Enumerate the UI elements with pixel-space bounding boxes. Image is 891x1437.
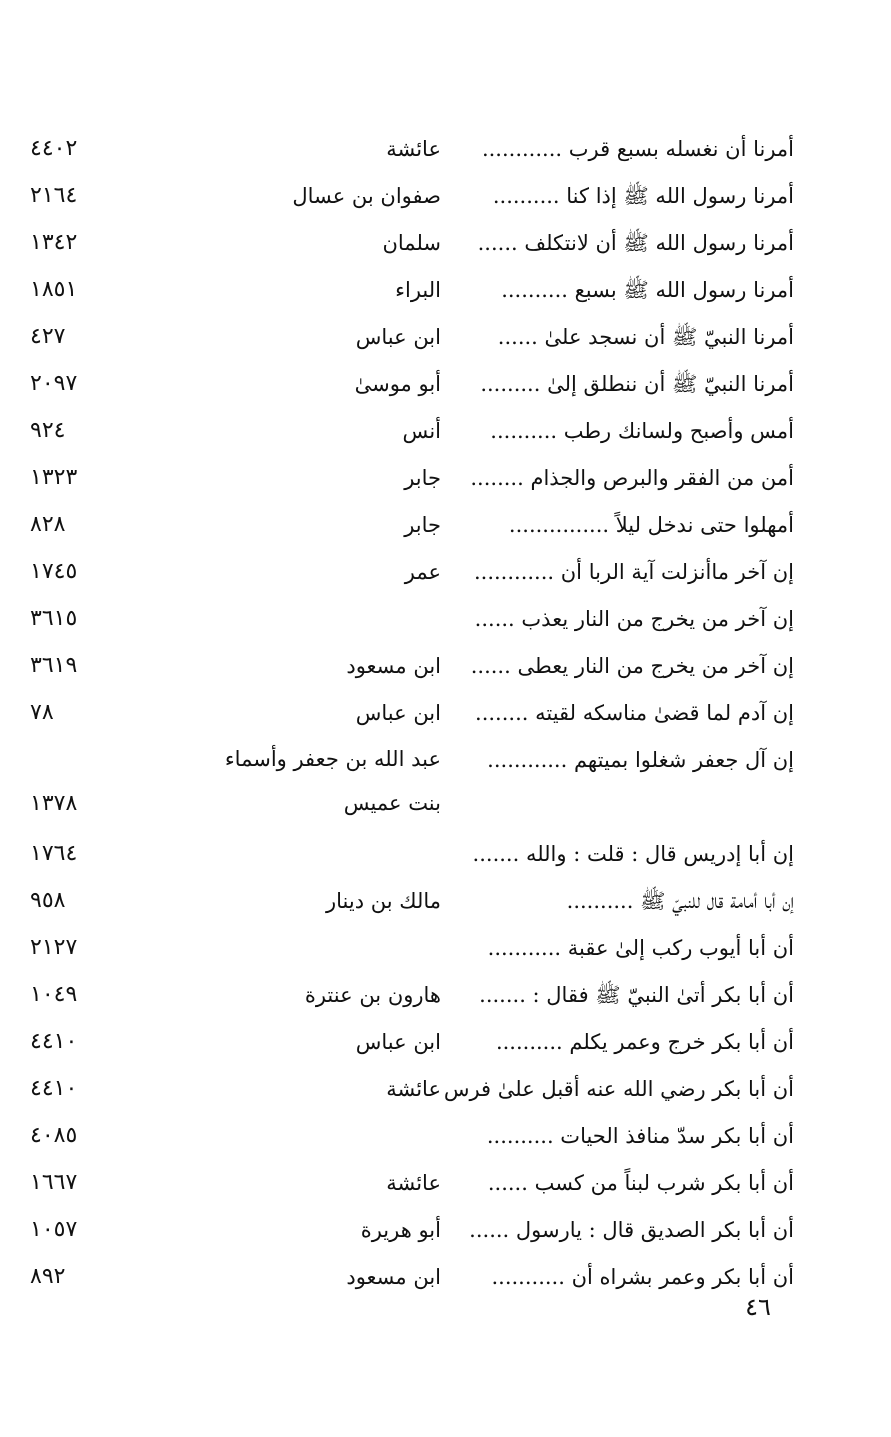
hadith-opening-text: أمرنا رسول الله ﷺ إذا كنا .......... — [492, 184, 794, 208]
index-entry — [0, 596, 891, 642]
index-entry — [0, 925, 891, 971]
hadith-number: ١٨٥١ — [30, 277, 78, 302]
index-entry — [0, 1160, 891, 1206]
hadith-number: ١٧٦٤ — [30, 841, 78, 866]
index-entry — [0, 220, 891, 266]
hadith-opening-text: إن أبا إدريس قال : قلت : والله ....... — [472, 842, 794, 866]
index-entry — [0, 408, 891, 454]
narrator-line: أنس — [402, 419, 441, 443]
narrator-name — [191, 126, 441, 172]
narrator-name — [191, 1160, 441, 1206]
hadith-opening-text: أن أبا بكر رضي الله عنه أقبل علىٰ فرس — [443, 1077, 794, 1101]
hadith-opening-text: أمرنا النبيّ ﷺ أن نسجد علىٰ ...... — [497, 325, 794, 349]
index-entry — [0, 737, 891, 827]
hadith-opening-text: أمهلوا حتى ندخل ليلاً ............... — [508, 513, 794, 537]
hadith-opening-text: إن أبا أمامة قال للنبيّ ﷺ .......... — [566, 889, 794, 913]
narrator-line: البراء — [395, 278, 441, 302]
narrator-line: عائشة — [386, 1171, 441, 1195]
hadith-number: ٩٢٤ — [30, 418, 66, 443]
hadith-opening-text: إن آل جعفر شغلوا بميتهم ............ — [487, 748, 794, 772]
index-entry — [0, 831, 891, 877]
narrator-line: سلمان — [382, 231, 441, 255]
hadith-opening-text: إن آدم لما قضىٰ مناسكه لقيته ........ — [475, 701, 794, 725]
hadith-number: ٢٠٩٧ — [30, 371, 78, 396]
narrator-line: ابن عباس — [355, 1030, 441, 1054]
narrator-line: جابر — [404, 513, 441, 537]
narrator-line: ابن مسعود — [346, 654, 441, 678]
hadith-number: ٢١٦٤ — [30, 183, 78, 208]
hadith-number: ١٦٦٧ — [30, 1170, 78, 1195]
index-entry — [0, 267, 891, 313]
index-entry — [0, 126, 891, 172]
narrator-line: عبد الله بن جعفر وأسماء — [224, 747, 441, 771]
narrator-name — [191, 737, 441, 825]
hadith-opening-text: أن أبا أيوب ركب إلىٰ عقبة ........... — [487, 936, 794, 960]
narrator-name — [191, 1066, 441, 1112]
hadith-number: ٧٨ — [30, 700, 54, 725]
index-entry — [0, 455, 891, 501]
index-entry — [0, 643, 891, 689]
narrator-name — [191, 267, 441, 313]
hadith-number: ١٣٤٢ — [30, 230, 78, 255]
index-entry — [0, 878, 891, 924]
narrator-name — [191, 549, 441, 595]
narrator-line: أبو هريرة — [360, 1218, 441, 1242]
index-entry — [0, 1113, 891, 1159]
narrator-line: ابن عباس — [355, 701, 441, 725]
narrator-line: صفوان بن عسال — [292, 184, 441, 208]
hadith-number: ٨٩٢ — [30, 1264, 66, 1289]
index-entry — [0, 549, 891, 595]
narrator-name — [191, 878, 441, 924]
hadith-number: ٨٢٨ — [30, 512, 66, 537]
hadith-opening-text: أن أبا بكر سدّ منافذ الحيات .......... — [486, 1124, 794, 1148]
narrator-line: عمر — [404, 560, 441, 584]
narrator-name — [191, 173, 441, 219]
hadith-opening-text: أن أبا بكر خرج وعمر يكلم .......... — [495, 1030, 794, 1054]
narrator-name — [191, 1254, 441, 1300]
index-entry — [0, 502, 891, 548]
hadith-opening-text: أن أبا بكر شرب لبناً من كسب ...... — [487, 1171, 794, 1195]
narrator-line: مالك بن دينار — [326, 889, 441, 913]
hadith-opening-text: أن أبا بكر أتىٰ النبيّ ﷺ فقال : ....... — [479, 983, 794, 1007]
narrator-line: هارون بن عنترة — [304, 983, 441, 1007]
hadith-opening-text: أمرنا رسول الله ﷺ أن لانتكلف ...... — [477, 231, 794, 255]
narrator-name — [191, 643, 441, 689]
narrator-line: عائشة — [386, 137, 441, 161]
hadith-opening-text: أمن من الفقر والبرص والجذام ........ — [470, 466, 794, 490]
hadith-number: ١٧٤٥ — [30, 559, 78, 584]
hadith-number: ٤٢٧ — [30, 324, 66, 349]
hadith-number: ٤٤١٠ — [30, 1029, 78, 1054]
page-number: ٤٦ — [745, 1293, 771, 1321]
narrator-name — [191, 972, 441, 1018]
narrator-line: ابن مسعود — [346, 1265, 441, 1289]
hadith-number: ٤٠٨٥ — [30, 1123, 78, 1148]
hadith-opening-text: إن آخر من يخرج من النار يعذب ...... — [474, 607, 794, 631]
narrator-line: جابر — [404, 466, 441, 490]
hadith-number: ٣٦١٥ — [30, 606, 78, 631]
index-entry — [0, 1207, 891, 1253]
hadith-opening-text: إن آخر ماأنزلت آية الربا أن ............ — [473, 560, 794, 584]
narrator-line: ابن عباس — [355, 325, 441, 349]
hadith-opening-text: أمرنا النبيّ ﷺ أن ننطلق إلىٰ ......... — [480, 372, 794, 396]
hadith-number: ١٣٧٨ — [30, 791, 78, 816]
hadith-number: ١٣٢٣ — [30, 465, 78, 490]
narrator-name — [191, 690, 441, 736]
narrator-line: عائشة — [386, 1077, 441, 1101]
hadith-opening-text: أمس وأصبح ولسانك رطب .......... — [490, 419, 794, 443]
hadith-number: ٢١٢٧ — [30, 935, 78, 960]
hadith-opening-text: أن أبا بكر وعمر بشراه أن ........... — [491, 1265, 794, 1289]
narrator-name — [191, 408, 441, 454]
narrator-name — [191, 1019, 441, 1065]
index-entry — [0, 361, 891, 407]
index-entry — [0, 1066, 891, 1112]
hadith-opening-text: أن أبا بكر الصديق قال : يارسول ...... — [469, 1218, 794, 1242]
index-entry — [0, 173, 891, 219]
narrator-line-continued: بنت عميس — [343, 791, 441, 815]
index-entry — [0, 1019, 891, 1065]
hadith-opening-text: أمرنا أن نغسله بسبع قرب ............ — [481, 137, 794, 161]
hadith-number: ٣٦١٩ — [30, 653, 78, 678]
narrator-name — [191, 220, 441, 266]
index-entry — [0, 690, 891, 736]
narrator-line: أبو موسىٰ — [354, 372, 441, 396]
narrator-name — [191, 502, 441, 548]
narrator-name — [191, 314, 441, 360]
hadith-number: ١٠٥٧ — [30, 1217, 78, 1242]
hadith-number: ١٠٤٩ — [30, 982, 78, 1007]
hadith-number: ٤٤١٠ — [30, 1076, 78, 1101]
hadith-number: ٩٥٨ — [30, 888, 66, 913]
hadith-number: ٤٤٠٢ — [30, 136, 78, 161]
narrator-name — [191, 361, 441, 407]
index-entry — [0, 314, 891, 360]
hadith-opening-text: أمرنا رسول الله ﷺ بسبع .......... — [501, 278, 794, 302]
narrator-name — [191, 455, 441, 501]
index-entry — [0, 972, 891, 1018]
narrator-name — [191, 1207, 441, 1253]
hadith-opening-text: إن آخر من يخرج من النار يعطى ...... — [470, 654, 794, 678]
